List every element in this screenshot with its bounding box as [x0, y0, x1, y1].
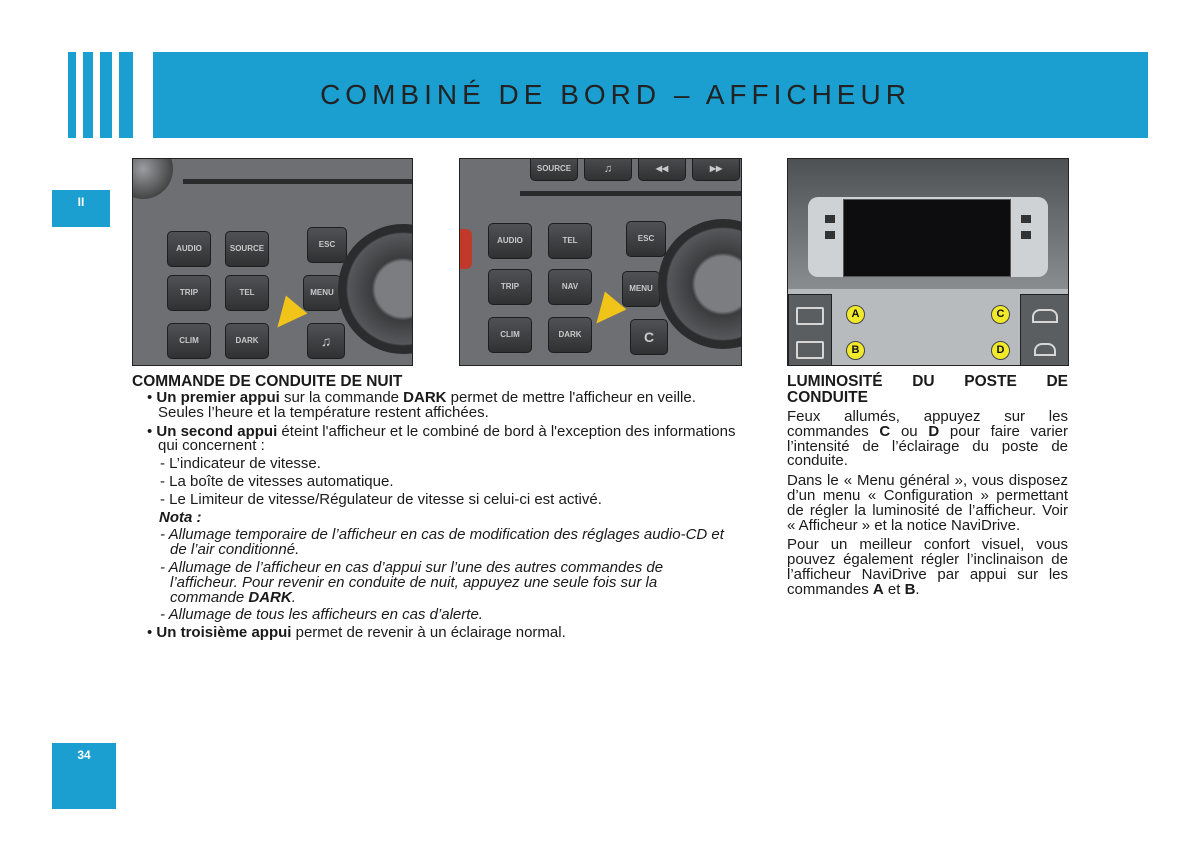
dash-mark: -: [160, 490, 170, 508]
music-note-icon: ♫: [307, 323, 345, 359]
tilt-down-icon: [796, 341, 824, 359]
cd-slot: [520, 191, 742, 196]
brightness-button-c-small: [1021, 215, 1031, 223]
nota-item-temporary: [132, 528, 735, 558]
chapter-tab: II: [52, 190, 110, 227]
arrow-icon: [267, 296, 308, 337]
dash-mark: -: [160, 606, 169, 624]
dash-mark: -: [160, 558, 169, 576]
bullet-dot: •: [147, 389, 157, 406]
dash-text: La boîte de vitesses automatique.: [169, 472, 394, 490]
dark-button: DARK: [225, 323, 269, 359]
dash-mark: -: [160, 472, 170, 490]
header-stripes: [68, 52, 133, 138]
para-text: Pour un meilleur confort visuel, vous pouvez également régler l’inclinaison de l’afficheur NaviDrive par appui sur les commandes: [787, 536, 1068, 598]
tilt-button-b-small: [825, 231, 835, 239]
photo-console-2: [459, 158, 742, 366]
bullet-dot: •: [147, 422, 157, 440]
photo-display: [787, 158, 1069, 366]
nota-item-alert: [132, 608, 744, 623]
third-press-text: permet de revenir à un éclairage normal.: [291, 624, 566, 642]
dark-keyword: DARK: [248, 588, 292, 606]
trip-button: TRIP: [488, 269, 532, 305]
right-column: [787, 374, 1068, 598]
nav-button: NAV: [548, 269, 592, 305]
first-press-label: Un premier appui: [156, 389, 280, 406]
left-column: [132, 374, 744, 641]
brightness-down-icon: [1034, 343, 1056, 356]
section-heading-brightness: LUMINOSITÉ DU POSTE DE CONDUITE: [787, 373, 1068, 406]
navidrive-screen: [843, 199, 1011, 277]
command-d: D: [928, 422, 940, 440]
dash-text-end: .: [291, 588, 296, 606]
para-text: pour faire varier l’intensité de l’éclairage du poste de conduite.: [787, 422, 1068, 470]
vent-knob: [132, 158, 173, 199]
forward-icon: ▶▶: [692, 158, 740, 181]
photo-console-1: [132, 158, 413, 366]
audio-button: AUDIO: [167, 231, 211, 267]
paragraph-commands: [787, 410, 1068, 469]
dash-text: Allumage de tous les afficheurs en cas d’alerte.: [168, 606, 483, 624]
tel-button: TEL: [548, 223, 592, 259]
para-text: Feux allumés, appuyez sur les commandes: [787, 408, 1068, 440]
first-press-rest: permet de mettre l'afficheur en veille. Seules l’heure et la température restent affichées.: [158, 389, 696, 421]
bullet-dot: •: [147, 624, 157, 642]
esc-button: ESC: [307, 227, 347, 263]
trip-button: TRIP: [167, 275, 211, 311]
second-press-text: éteint l'afficheur et le combiné de bord à l'exception des informations qui concernent :: [158, 422, 736, 455]
paragraph-menu: Dans le « Menu général », vous disposez d’un menu « Configuration » permettant de régler la luminosité de l’afficheur. Voir « Afficheur » et la notice NaviDrive.: [787, 472, 1068, 534]
dark-button: DARK: [548, 317, 592, 353]
bullet-first-press: [132, 391, 744, 421]
bullet-second-press: [132, 422, 744, 455]
rewind-icon: ◀◀: [638, 158, 686, 181]
label-a: A: [846, 305, 865, 324]
nota-label: Nota :: [159, 508, 202, 526]
dash-mark: -: [160, 526, 169, 544]
dash-item-limiter: [132, 490, 744, 508]
dark-keyword: DARK: [403, 389, 447, 406]
para-text: et: [883, 580, 905, 598]
menu-button: MENU: [303, 275, 341, 311]
label-b: B: [846, 341, 865, 360]
dash-text: Allumage temporaire de l’afficheur en cas de modification des réglages audio-CD et de l’air conditionné.: [168, 526, 724, 559]
menu-button: MENU: [622, 271, 660, 307]
dash-item-speed: [132, 457, 744, 472]
tilt-up-icon: [796, 307, 824, 325]
source-button: SOURCE: [225, 231, 269, 267]
hazard-button: [459, 229, 472, 269]
command-b: B: [904, 580, 916, 598]
page-number: 34: [52, 743, 116, 809]
brightness-button-d-small: [1021, 231, 1031, 239]
music-icon: ♫: [584, 158, 632, 181]
audio-button: AUDIO: [488, 223, 532, 259]
control-wheel: [338, 224, 413, 354]
third-press-label: Un troisième appui: [156, 624, 292, 642]
nota-item-other-command: [132, 558, 735, 606]
label-c: C: [991, 305, 1010, 324]
label-d: D: [991, 341, 1010, 360]
cd-slot: [183, 179, 413, 184]
command-c: C: [879, 422, 891, 440]
para-text: .: [915, 580, 920, 598]
dash-text: Allumage de l’afficheur en cas d’appui sur l’une des autres commandes de l’afficheur. Pour revenir en conduite de nuit, appuyez une seule fois sur la commande: [168, 558, 664, 606]
para-text: ou: [890, 422, 929, 440]
control-wheel: [658, 219, 742, 349]
dash-text: Le Limiteur de vitesse/Régulateur de vitesse si celui-ci est activé.: [169, 490, 602, 508]
tel-button: TEL: [225, 275, 269, 311]
paragraph-tilt: [787, 538, 1068, 597]
page-title: COMBINÉ DE BORD – AFFICHEUR: [320, 79, 911, 110]
c-button: C: [630, 319, 668, 355]
dash-text: L’indicateur de vitesse.: [169, 455, 321, 473]
section-heading-night-mode: COMMANDE DE CONDUITE DE NUIT: [132, 373, 403, 390]
command-a: A: [872, 580, 884, 598]
dash-item-gearbox: [132, 472, 744, 490]
clim-button: CLIM: [167, 323, 211, 359]
tilt-button-a-small: [825, 215, 835, 223]
source-top-button: SOURCE: [530, 158, 578, 181]
second-press-label: Un second appui: [156, 422, 278, 440]
brightness-up-icon: [1032, 309, 1058, 323]
first-press-text: sur la commande: [279, 389, 404, 406]
esc-button: ESC: [626, 221, 666, 257]
clim-button: CLIM: [488, 317, 532, 353]
bullet-third-press: [132, 626, 744, 641]
dash-mark: -: [160, 455, 170, 473]
